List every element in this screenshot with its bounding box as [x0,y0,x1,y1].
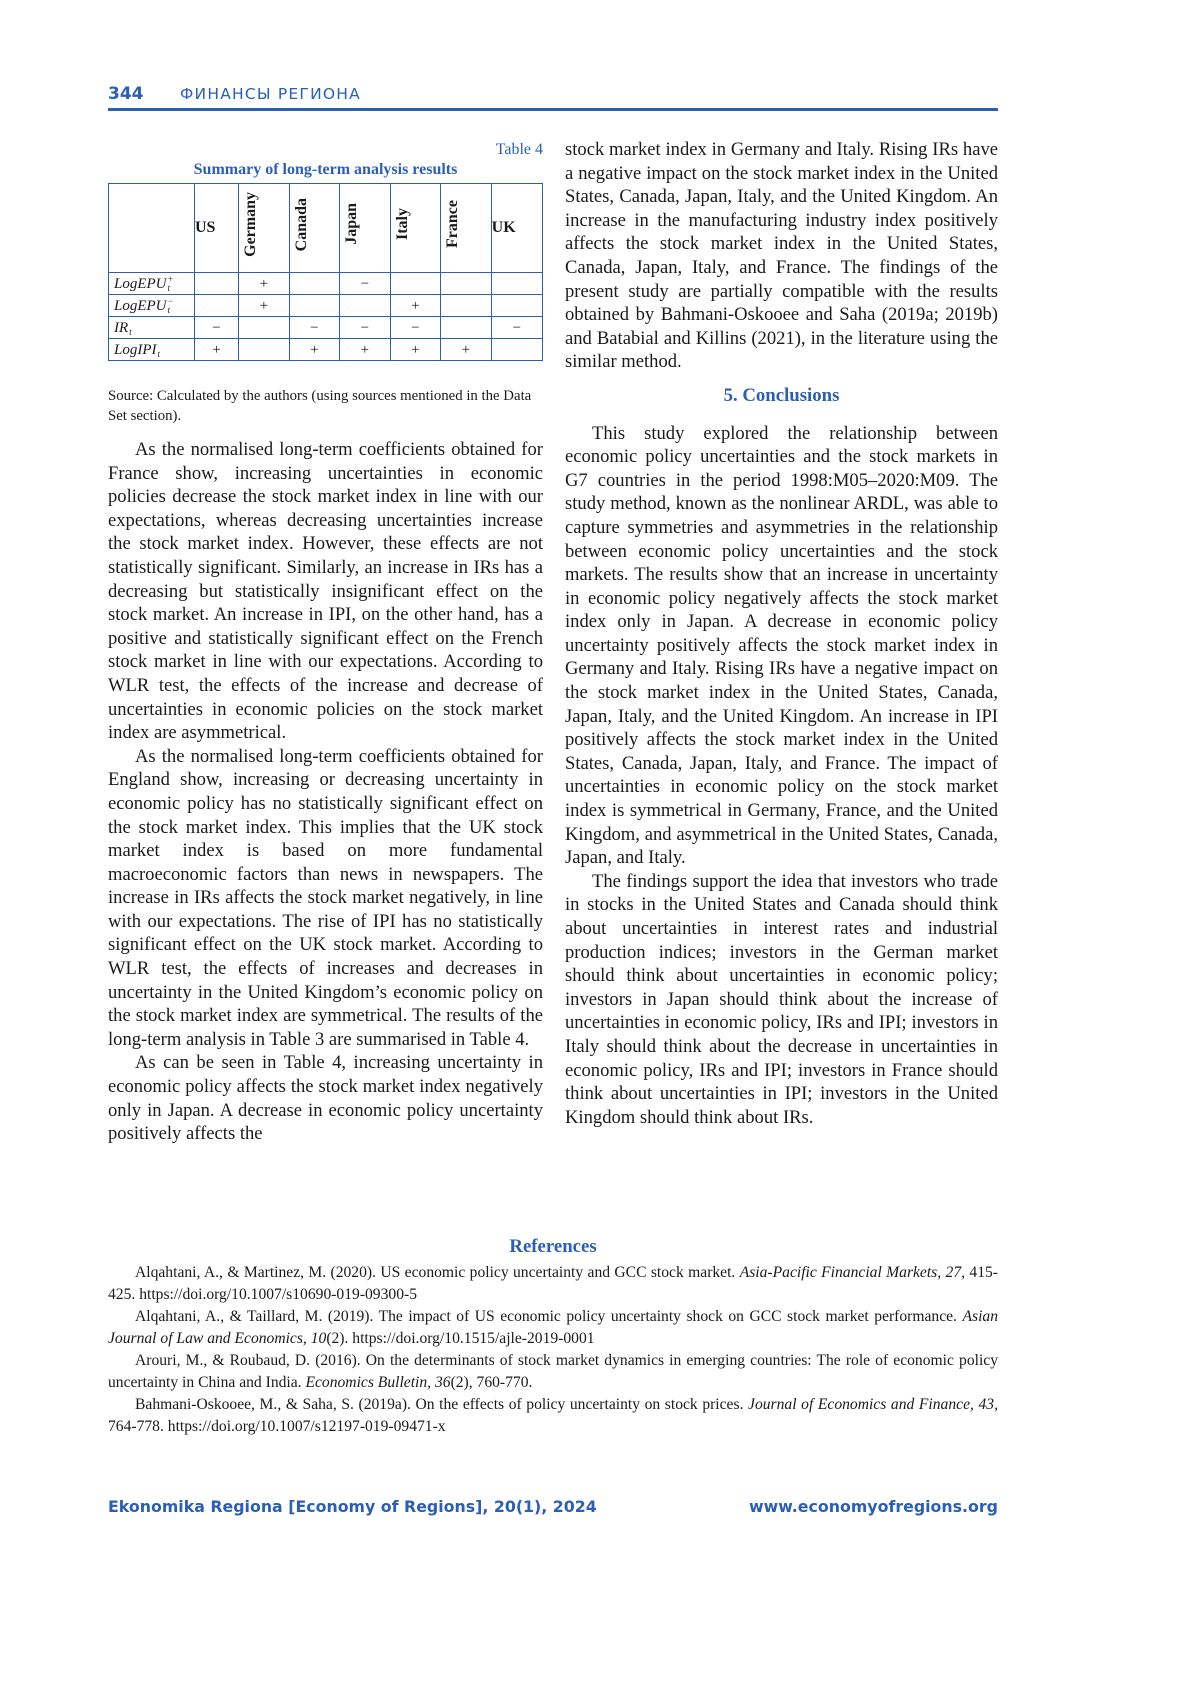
table-label: Table 4 [495,141,543,158]
footer-website-link[interactable]: www.economyofregions.org [749,1497,998,1516]
row-label: LogEPU − t [109,295,195,317]
table-cell [491,339,542,361]
footer-journal-citation: Ekonomika Regiona [Economy of Regions], 20(1), 2024 [108,1497,597,1516]
row-label: IR t [109,317,195,339]
table-cell [441,273,492,295]
table-cell [289,273,340,295]
references-section [108,1236,998,1438]
table-cell [491,273,542,295]
table-cell [340,295,391,317]
table-cell: + [441,339,492,361]
body-paragraph: As the normalised long-term coefficients obtained for England show, increasing or decreasing uncertainty in economic policy has no statistically significant effect on the stock market index. This implies that the UK stock market index is based on more fundamental macroeconomic factors than news in newspapers. The increase in IRs affects the stock market negatively, in line with our expectations. The rise of IPI has no statistically significant effect on the UK stock market. According to WLR test, the effects of increases and decreases in uncertainty in the United Kingdom’s economic policy on the stock market index are symmetrical. The results of the long-term analysis in Table 3 are summarised in Table 4. [108,745,543,1050]
table-cell [289,295,340,317]
table-cell: + [195,339,239,361]
table-cell [239,339,290,361]
reference-item: Bahmani-Oskooee, M., & Saha, S. (2019a). On the effects of policy uncertainty on stock prices. Journal of Economics and Finance, 43, 764-778. https://doi.org/10.1007/s12197-019-09471-x [108,1396,998,1435]
table-source-note: Source: Calculated by the authors (using sources mentioned in the Data Set section). [108,388,532,424]
body-paragraph: This study explored the relationship between economic policy uncertainties and the stock markets in G7 countries in the period 1998:M05–2020:M09. The study method, known as the nonlinear ARDL, was able to capture symmetries and asymmetries in the relationship between economic policy uncertainties and the stock markets. The results show that an increase in uncertainty in economic policy negatively affects the stock market index only in Japan. A decrease in economic policy uncertainty positively affects the stock market index in Germany and Italy. Rising IRs have a negative impact on the stock market index in the United States, Canada, Japan, Italy, and the United Kingdom. An increase in IPI positively affects the stock market index in the United States, Canada, Japan, Italy, and France. The impact of uncertainties in economic policy on the stock market index is symmetrical in Germany, France, and the United Kingdom, and asymmetrical in the United States, Canada, Japan, and Italy. [565,422,998,869]
table-cell [441,295,492,317]
table-corner-cell [109,184,195,273]
table-title: Summary of long-term analysis results [193,161,458,178]
header-rule [108,108,998,111]
table-cell [239,317,290,339]
table-cell [195,295,239,317]
references-heading: References [509,1236,597,1257]
table-cell: − [491,317,542,339]
body-paragraph: As the normalised long-term coefficients obtained for France show, increasing uncertainties in economic policies decrease the stock market index in line with our expectations, whereas decreasing uncertainties increase the stock market index. However, these effects are not statistically significant. Similarly, an increase in IRs has a decreasing but statistically insignificant effect on the stock market. An increase in IPI, on the other hand, has a positive and statistically significant effect on the French stock market in line with our expectations. According to WLR test, the effects of the increase and decrease of uncertainties in economic policies on the stock market index are asymmetrical. [108,439,543,744]
reference-item: Arouri, M., & Roubaud, D. (2016). On the determinants of stock market dynamics in emerging countries: The role of economic policy uncertainty in China and India. Economics Bulletin, 36(2), 760-770. [108,1352,998,1391]
table-cell: − [340,317,391,339]
table-cell: + [340,339,391,361]
table-4-block [108,138,543,438]
table-cell: + [390,295,441,317]
col-header-italy: Italy [390,184,441,273]
table-cell: − [390,317,441,339]
table-cell [441,317,492,339]
col-header-france: France [441,184,492,273]
col-header-uk: UK [491,184,542,273]
row-label: LogIPI t [109,339,195,361]
table-cell: + [239,273,290,295]
table-cell [195,273,239,295]
right-column [565,138,998,1129]
col-header-us: US [195,184,239,273]
col-header-japan: Japan [340,184,391,273]
table-row [109,295,543,317]
summary-table [108,183,543,361]
table-cell: − [340,273,391,295]
table-cell: − [195,317,239,339]
reference-item: Alqahtani, A., & Taillard, M. (2019). The impact of US economic policy uncertainty shock on GCC stock market performance. Asian Journal of Law and Economics, 10(2). https://doi.org/10.1515/ajle-2019-0001 [108,1308,998,1347]
col-header-canada: Canada [289,184,340,273]
table-row [109,339,543,361]
body-paragraph: As can be seen in Table 4, increasing uncertainty in economic policy affects the stock market index negatively only in Japan. A decrease in economic policy uncertainty positively affects the [108,1052,543,1145]
table-cell: − [289,317,340,339]
table-row [109,317,543,339]
references-list [108,1262,998,1438]
table-cell: + [239,295,290,317]
col-header-germany: Germany [239,184,290,273]
body-paragraph: The findings support the idea that investors who trade in stocks in the United States and Canada should think about uncertainties in interest rates and industrial production indices; investors in the German market should think about uncertainties in economic policy; investors in Japan should think about the increase of uncertainties in economic policy, IRs and IPI; investors in Italy should think about the decrease in uncertainties in economic policy, IRs and IPI; investors in France should think about uncertainties in IPI; investors in the United Kingdom should think about IRs. [565,870,998,1128]
table-cell: + [390,339,441,361]
table-cell [491,295,542,317]
journal-section-title: ФИНАНСЫ РЕГИОНА [180,85,361,103]
row-label: LogEPU + t [109,273,195,295]
reference-item: Alqahtani, A., & Martinez, M. (2020). US economic policy uncertainty and GCC stock market. Asia-Pacific Financial Markets, 27, 415-425. https://doi.org/10.1007/s10690-019-09300-5 [108,1264,998,1303]
table-cell [390,273,441,295]
body-paragraph-continued: stock market index in Germany and Italy. Rising IRs have a negative impact on the stock market index in the United States, Canada, Japan, Italy, and the United Kingdom. An increase in the manufacturing industry index positively affects the stock market index in the United States, Canada, Japan, Italy, and France. The findings of the present study are partially compatible with the results obtained by Bahmani-Oskooee and Saha (2019a; 2019b) and Batabial and Killins (2021), in the literature using the similar method. [565,139,998,373]
table-row [109,273,543,295]
table-header-row [109,184,543,273]
page-number: 344 [108,84,144,104]
left-column [108,138,543,1146]
table-cell: + [289,339,340,361]
section-heading-conclusions: 5. Conclusions [723,384,840,406]
